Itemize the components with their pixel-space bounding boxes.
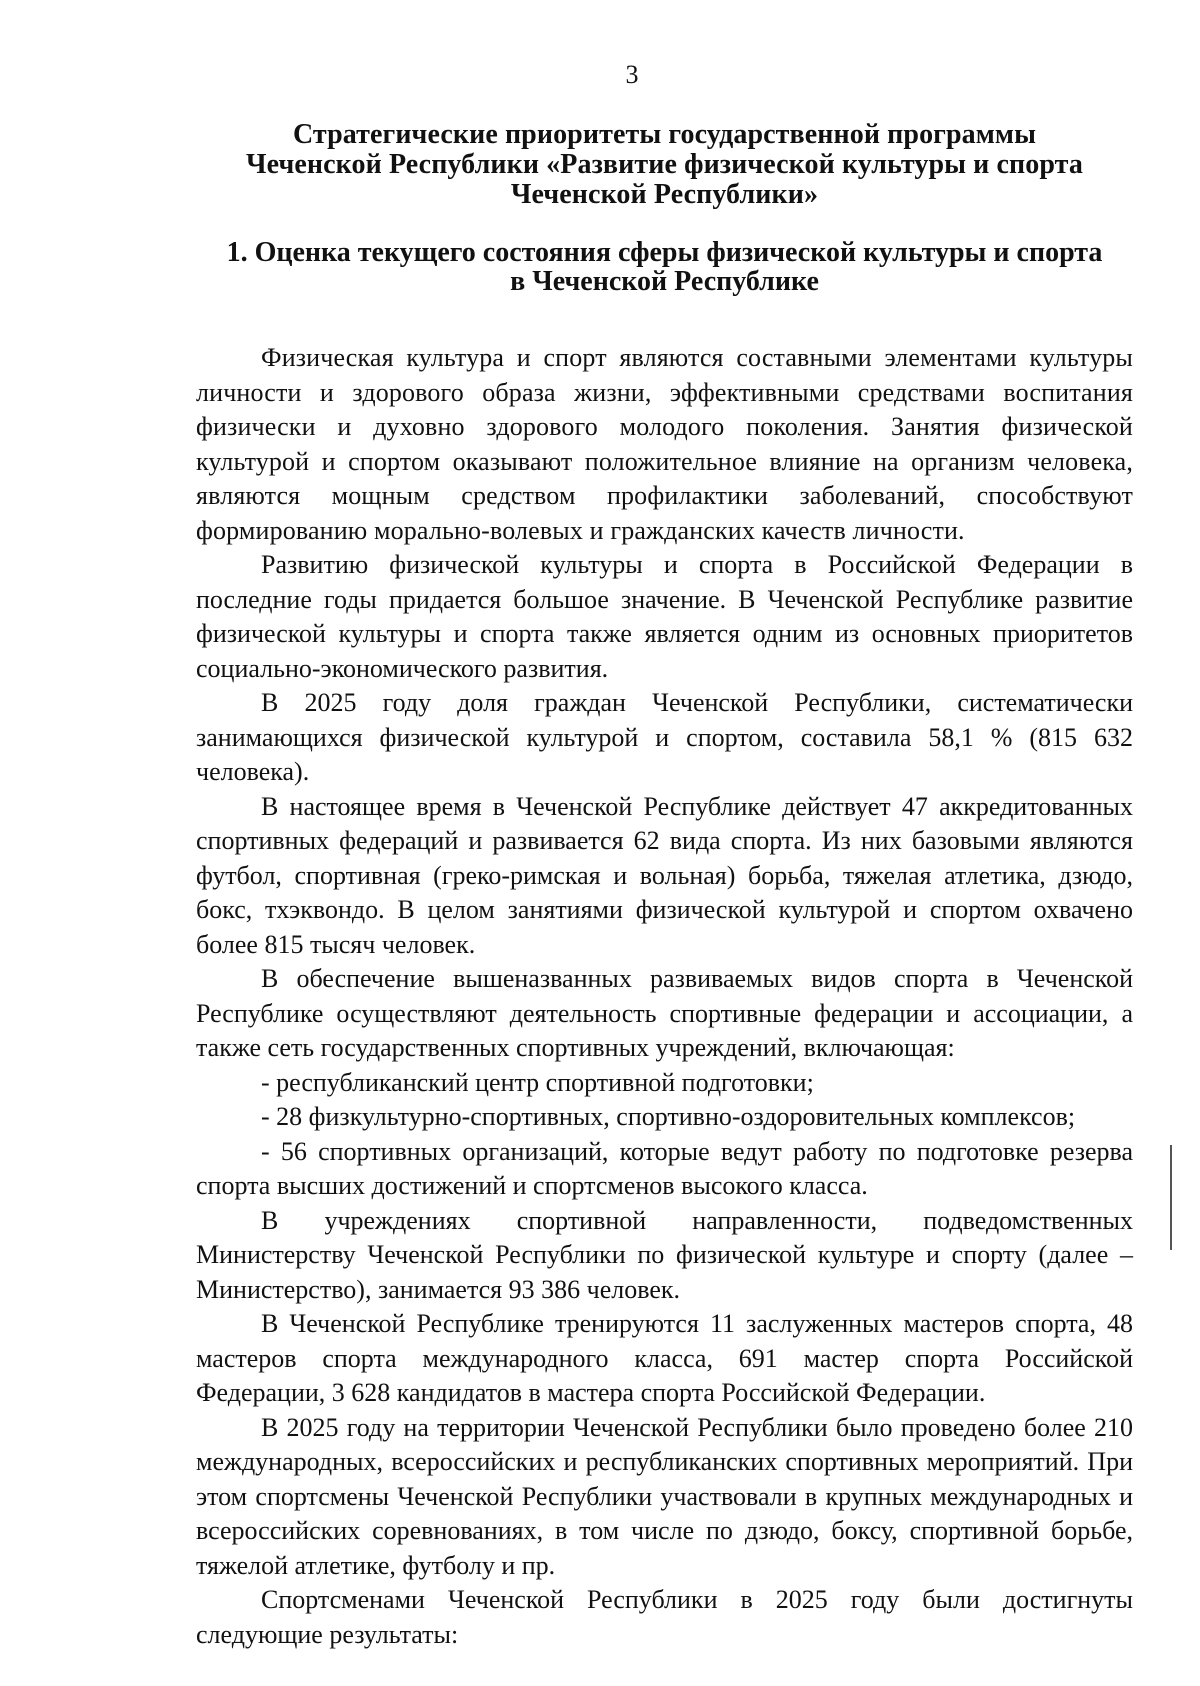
paragraph: Физическая культура и спорт являются составными элементами культуры личности и здорового образа жизни, эффективными средствами воспитания физически и духовно здорового молодого поколения. Занятия физической культурой и спортом оказывают положительное влияние на организм человека, являются мощным средством профилактики заболеваний, способствуют формированию морально-волевых и гражданских качеств личности.	[196, 343, 1133, 545]
body-text	[196, 341, 1133, 1652]
document-title-line-3: Чеченской Республики»	[510, 179, 819, 210]
list-item: - 56 спортивных организаций, которые ведут работу по подготовке резерва спорта высших достижений и спортсменов высокого класса.	[196, 1136, 1133, 1200]
page-number: 3	[625, 60, 639, 89]
paragraph: Развитию физической культуры и спорта в Российской Федерации в последние годы придается большое значение. В Чеченской Республике развитие физической культуры и спорта также является одним из основных приоритетов социально-экономического развития.	[196, 550, 1133, 683]
paragraph: В Чеченской Республике тренируются 11 заслуженных мастеров спорта, 48 мастеров спорта международного класса, 691 мастер спорта Российской Федерации, 3 628 кандидатов в мастера спорта Российской Федерации.	[196, 1309, 1133, 1407]
section-heading-line-1: 1. Оценка текущего состояния сферы физической культуры и спорта	[226, 237, 1103, 268]
scan-margin-mark	[1170, 1145, 1172, 1250]
section-heading	[196, 238, 1133, 296]
document-title-line-2: Чеченской Республики «Развитие физической культуры и спорта	[246, 149, 1083, 180]
section-heading-line-2: в Чеченской Республике	[510, 266, 819, 297]
document-title-line-1: Стратегические приоритеты государственной программы	[292, 119, 1037, 150]
paragraph: Спортсменами Чеченской Республики в 2025 году были достигнуты следующие результаты:	[196, 1585, 1133, 1649]
list-item: - 28 физкультурно-спортивных, спортивно-оздоровительных комплексов;	[261, 1102, 1076, 1131]
paragraph: В обеспечение вышеназванных развиваемых видов спорта в Чеченской Республике осуществляют деятельность спортивные федерации и ассоциации, а также сеть государственных спортивных учреждений, включающая:	[196, 964, 1133, 1062]
paragraph: В настоящее время в Чеченской Республике действует 47 аккредитованных спортивных федераций и развивается 62 вида спорта. Из них базовыми являются футбол, спортивная (греко-римская и вольная) борьба, тяжелая атлетика, дзюдо, бокс, тхэквондо. В целом занятиями физической культурой и спортом охвачено более 815 тысяч человек.	[196, 791, 1133, 959]
paragraph: В учреждениях спортивной направленности, подведомственных Министерству Чеченской Республики по физической культуре и спорту (далее – Министерство), занимается 93 386 человек.	[196, 1205, 1133, 1304]
list-item: - республиканский центр спортивной подготовки;	[261, 1067, 814, 1097]
paragraph: В 2025 году доля граждан Чеченской Республики, систематически занимающихся физической культурой и спортом, составила 58,1 % (815 632 человека).	[196, 688, 1133, 786]
paragraph: В 2025 году на территории Чеченской Республики было проведено более 210 международных, всероссийских и республиканских спортивных мероприятий. При этом спортсмены Чеченской Республики участвовали в крупных международных и всероссийских соревнованиях, в том числе по дзюдо, боксу, спортивной борьбе, тяжелой атлетике, футболу и пр.	[196, 1412, 1133, 1580]
document-title	[196, 120, 1133, 210]
document-content	[196, 120, 1133, 1652]
